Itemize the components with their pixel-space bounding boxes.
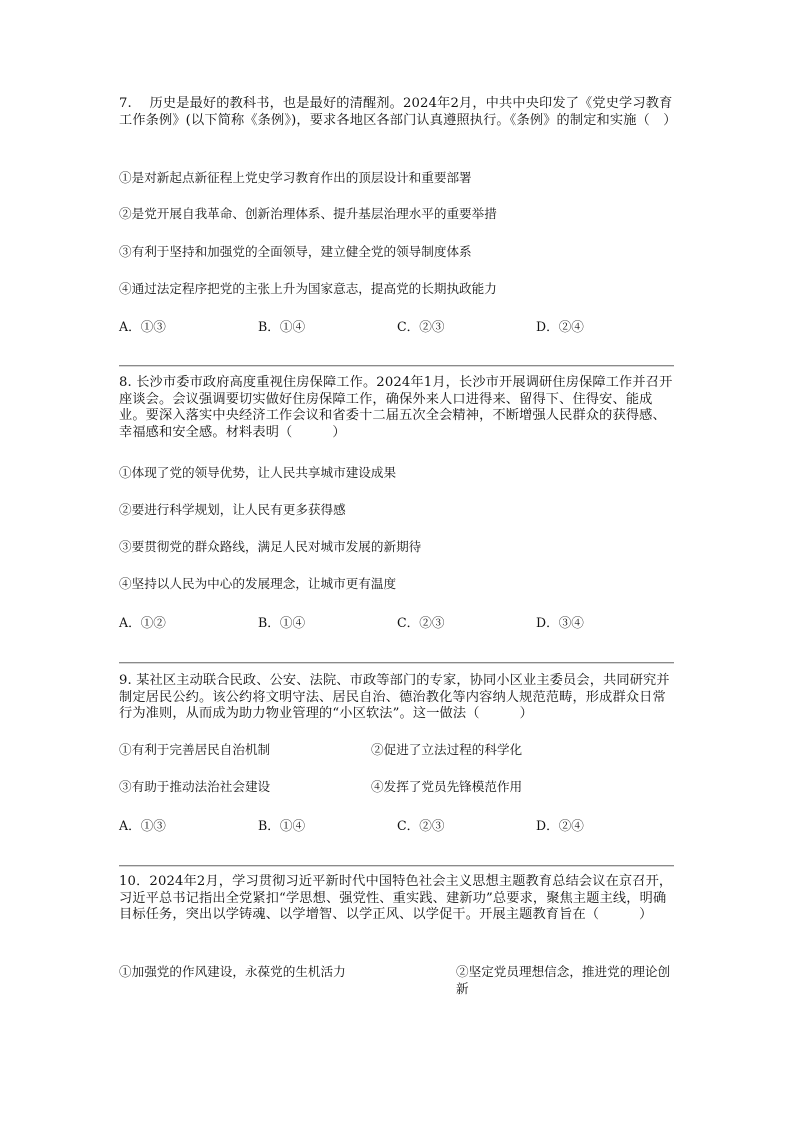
question-8-choice-a[interactable]: A．①② — [119, 615, 166, 630]
question-divider — [119, 865, 674, 867]
question-8-option-3: ③要贯彻党的群众路线，满足人民对城市发展的新期待 — [119, 539, 422, 554]
question-7-choice-d[interactable]: D．②④ — [536, 319, 584, 334]
question-divider — [119, 365, 674, 367]
question-9-stem: 9. 某社区主动联合民政、公安、法院、市政等部门的专家，协同小区业主委员会，共同研究并制定居民公约。该公约将文明守法、居民自治、德治教化等内容纳人规范范畴，形成群众日常行为准则，从而成为助力物业管理的“小区软法”。这一做法（ ） — [119, 673, 670, 721]
question-9-choice-c[interactable]: C．②③ — [397, 818, 445, 833]
question-8-option-4: ④坚持以人民为中心的发展理念，让城市更有温度 — [119, 576, 397, 591]
question-7-option-3: ③有利于坚持和加强党的全面领导，建立健全党的领导制度体系 — [119, 244, 472, 259]
question-7-choice-c[interactable]: C．②③ — [397, 319, 445, 334]
question-8-choice-d[interactable]: D．③④ — [536, 615, 584, 630]
question-10-option-1: ①加强党的作风建设，永葆党的生机活力 — [119, 964, 346, 979]
question-10-option-2: ②坚定党员理想信念，推进党的理论创新 — [456, 964, 671, 996]
question-8-option-2: ②要进行科学规划，让人民有更多获得感 — [119, 502, 346, 517]
question-9-option-1: ①有利于完善居民自治机制 — [119, 742, 271, 757]
question-8 — [119, 375, 675, 630]
question-9-choice-a[interactable]: A．①③ — [119, 818, 166, 833]
question-7-choice-a[interactable]: A．①③ — [119, 319, 166, 334]
question-7-option-2: ②是党开展自我革命、创新治理体系、提升基层治理水平的重要举措 — [119, 206, 497, 221]
question-7-option-4: ④通过法定程序把党的主张上升为国家意志，提高党的长期执政能力 — [119, 281, 497, 296]
question-8-stem: 8. 长沙市委市政府高度重视住房保障工作。2024年1月，长沙市开展调研住房保障工作并召开座谈会。会议强调要切实做好住房保障工作，确保外来人口进得来、留得下、住得安、能成业。要深入落实中央经济工作会议和省委十二届五次全会精神，不断增强人民群众的获得感、幸福感和安全感。材料表明（ ） — [119, 375, 673, 440]
question-9-option-3: ③有助于推动法治社会建设 — [119, 779, 271, 794]
question-8-option-1: ①体现了党的领导优势，让人民共享城市建设成果 — [119, 465, 397, 480]
question-10 — [119, 874, 675, 996]
question-8-choice-c[interactable]: C．②③ — [397, 615, 445, 630]
question-9-choice-b[interactable]: B．①④ — [258, 818, 306, 833]
question-10-stem: 10．2024年2月，学习贯彻习近平新时代中国特色社会主义思想主题教育总结会议在京召开，习近平总书记指出全党紧扣“学思想、强党性、重实践、建新功”总要求，聚焦主题主线，明确目标任务，突出以学铸魂、以学增智、以学正风、以学促干。开展主题教育旨在（ ） — [119, 874, 673, 922]
question-8-choice-b[interactable]: B．①④ — [258, 615, 306, 630]
question-divider — [119, 662, 674, 664]
question-8-choices — [119, 615, 675, 631]
question-7-option-1: ①是对新起点新征程上党史学习教育作出的顶层设计和重要部署 — [119, 170, 472, 185]
question-9-option-2: ②促进了立法过程的科学化 — [371, 742, 523, 757]
question-9-option-4: ④发挥了党员先锋模范作用 — [371, 779, 523, 794]
question-9-choices — [119, 818, 675, 834]
question-9 — [119, 673, 675, 833]
question-9-choice-d[interactable]: D．②④ — [536, 818, 584, 833]
question-7-choice-b[interactable]: B．①④ — [258, 319, 306, 334]
question-7-choices — [119, 319, 675, 335]
question-7-stem: 7. 历史是最好的教科书，也是最好的清醒剂。2024年2月，中共中央印发了《党史学习教育工作条例》(以下简称《条例》)，要求各地区各部门认真遵照执行。《条例》的制定和实施（ ） — [119, 96, 677, 128]
question-7 — [119, 96, 677, 334]
